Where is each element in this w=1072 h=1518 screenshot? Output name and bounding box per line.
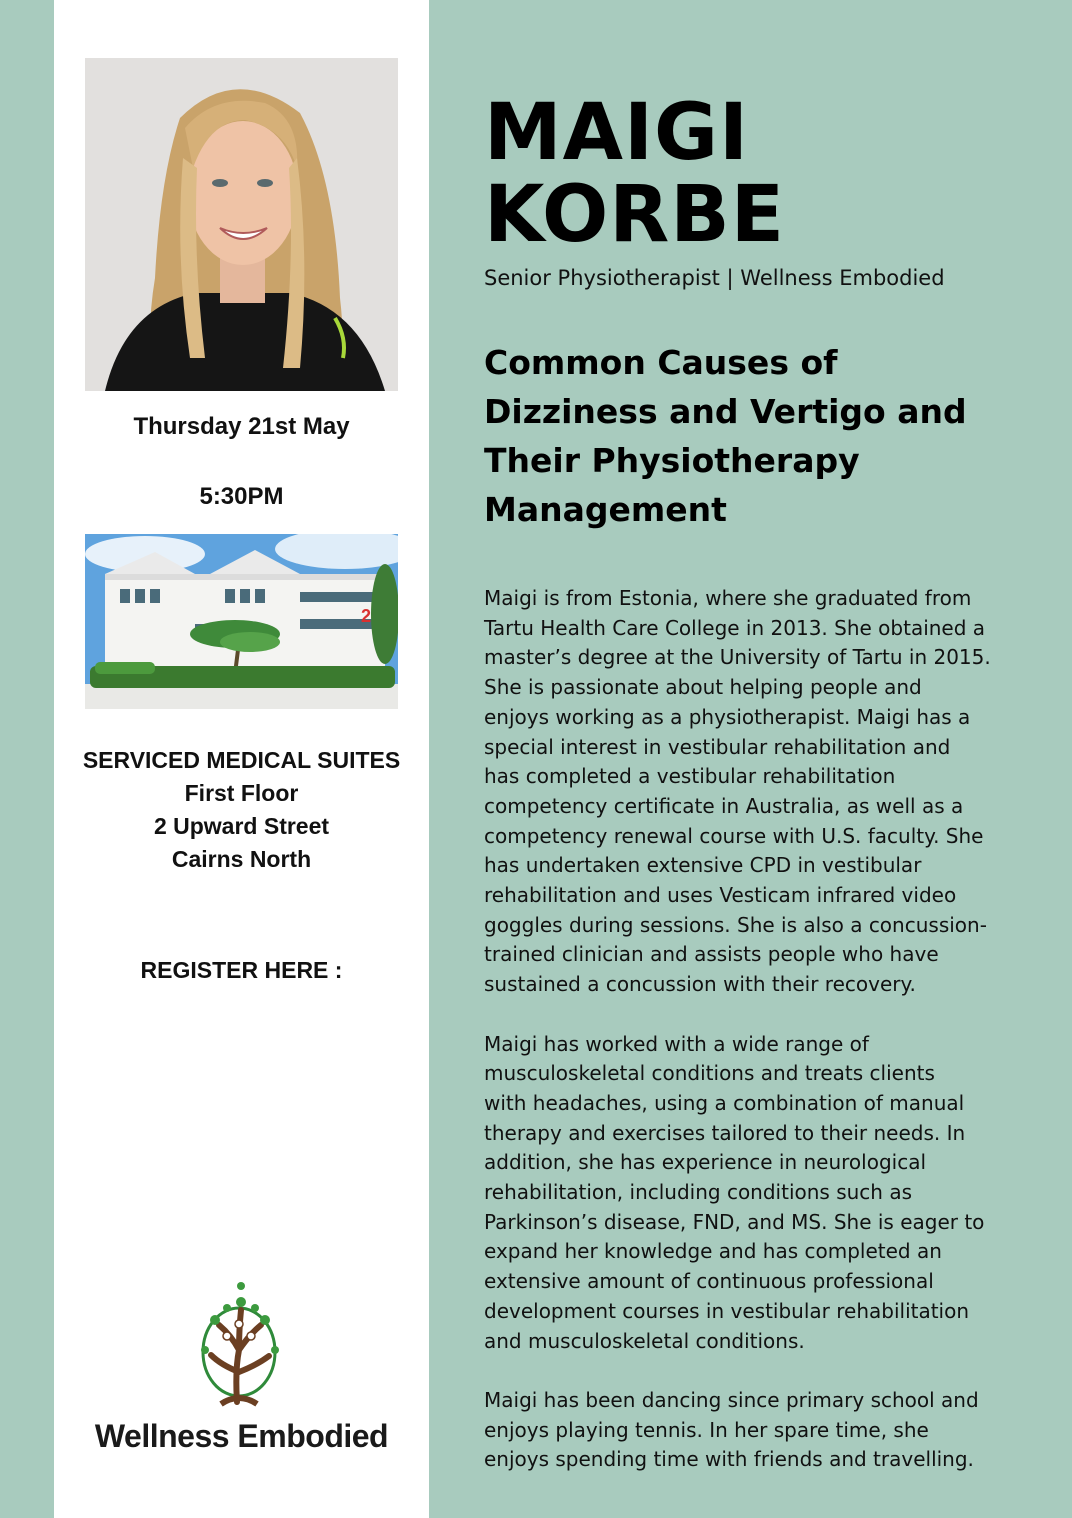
bio-line: addition, she has experience in neurological — [484, 1150, 927, 1175]
venue-name: SERVICED MEDICAL SUITES — [82, 747, 401, 773]
bio-line: rehabilitation, including conditions such as — [484, 1180, 912, 1205]
bio-paragraph-2 — [484, 1030, 1044, 1357]
bio-line: has undertaken extensive CPD in vestibular — [484, 853, 922, 878]
event-date: Thursday 21st May — [133, 413, 350, 440]
bio-line: special interest in vestibular rehabilitation and — [484, 734, 951, 759]
bio-line: competency renewal course with U.S. faculty. She — [484, 823, 984, 848]
building-illustration — [85, 534, 398, 709]
tree-logo-icon — [191, 1280, 291, 1410]
bio-line: rehabilitation and uses Vesticam infrared video — [484, 883, 957, 908]
bio-line: expand her knowledge and has completed an — [484, 1239, 942, 1264]
venue-building-photo — [85, 534, 398, 709]
venue-floor: First Floor — [184, 780, 299, 806]
bio-line: sustained a concussion with their recovery. — [484, 972, 916, 997]
bio-line: Maigi is from Estonia, where she graduated from — [484, 586, 972, 610]
event-time: 5:30PM — [199, 483, 284, 510]
venue-street: 2 Upward Street — [153, 813, 330, 839]
talk-title-line: Common Causes of — [484, 343, 838, 382]
register-link[interactable]: REGISTER HERE : — [140, 957, 343, 983]
bio-line: with headaches, using a combination of manual — [484, 1090, 965, 1115]
bio-paragraph-1 — [484, 584, 1044, 1000]
venue-suburb: Cairns North — [171, 846, 312, 872]
wellness-embodied-logo-icon — [191, 1280, 291, 1410]
bio-line: Maigi has worked with a wide range of — [484, 1031, 869, 1056]
bio-line: competency certificate in Australia, as well as a — [484, 793, 964, 818]
bio-line: Maigi has been dancing since primary school and — [484, 1387, 979, 1412]
bio-line: development courses in vestibular rehabilitation — [484, 1298, 970, 1323]
logo-text: Wellness Embodied — [94, 1418, 389, 1454]
talk-title-line: Management — [484, 490, 727, 529]
bio-line: goggles during sessions. She is also a concussion- — [484, 912, 987, 937]
building-number: 2 — [361, 606, 372, 626]
bio-line: enjoys spending time with friends and travelling. — [484, 1447, 974, 1472]
talk-title-line: Their Physiotherapy — [484, 441, 860, 480]
bio-line: trained clinician and assists people who have — [484, 942, 939, 967]
speaker-portrait-photo — [85, 58, 398, 391]
portrait-illustration — [85, 58, 398, 391]
speaker-first-name: MAIGI — [484, 88, 750, 178]
speaker-bio — [484, 584, 1044, 1505]
bio-line: extensive amount of continuous professional — [484, 1269, 934, 1294]
bio-line: master’s degree at the University of Tartu in 2015. — [484, 645, 991, 670]
bio-line: Parkinson’s disease, FND, and MS. She is eager to — [484, 1209, 985, 1234]
speaker-role: Senior Physiotherapist | Wellness Embodied — [484, 266, 945, 290]
talk-title-line: Dizziness and Vertigo and — [484, 392, 967, 431]
bio-line: has completed a vestibular rehabilitation — [484, 764, 896, 789]
bio-line: She is passionate about helping people and — [484, 675, 922, 700]
speaker-name — [484, 88, 786, 260]
bio-line: therapy and exercises tailored to their needs. In — [484, 1120, 966, 1145]
bio-line: musculoskeletal conditions and treats clients — [484, 1061, 935, 1086]
venue-address — [54, 744, 429, 876]
bio-paragraph-3 — [484, 1386, 1044, 1475]
talk-title — [484, 338, 1044, 534]
bio-line: Tartu Health Care College in 2013. She obtained a — [484, 615, 986, 640]
speaker-last-name: KORBE — [484, 170, 786, 260]
bio-line: enjoys working as a physiotherapist. Maigi has a — [484, 704, 971, 729]
bio-line: enjoys playing tennis. In her spare time, she — [484, 1417, 929, 1442]
bio-line: and musculoskeletal conditions. — [484, 1328, 805, 1353]
